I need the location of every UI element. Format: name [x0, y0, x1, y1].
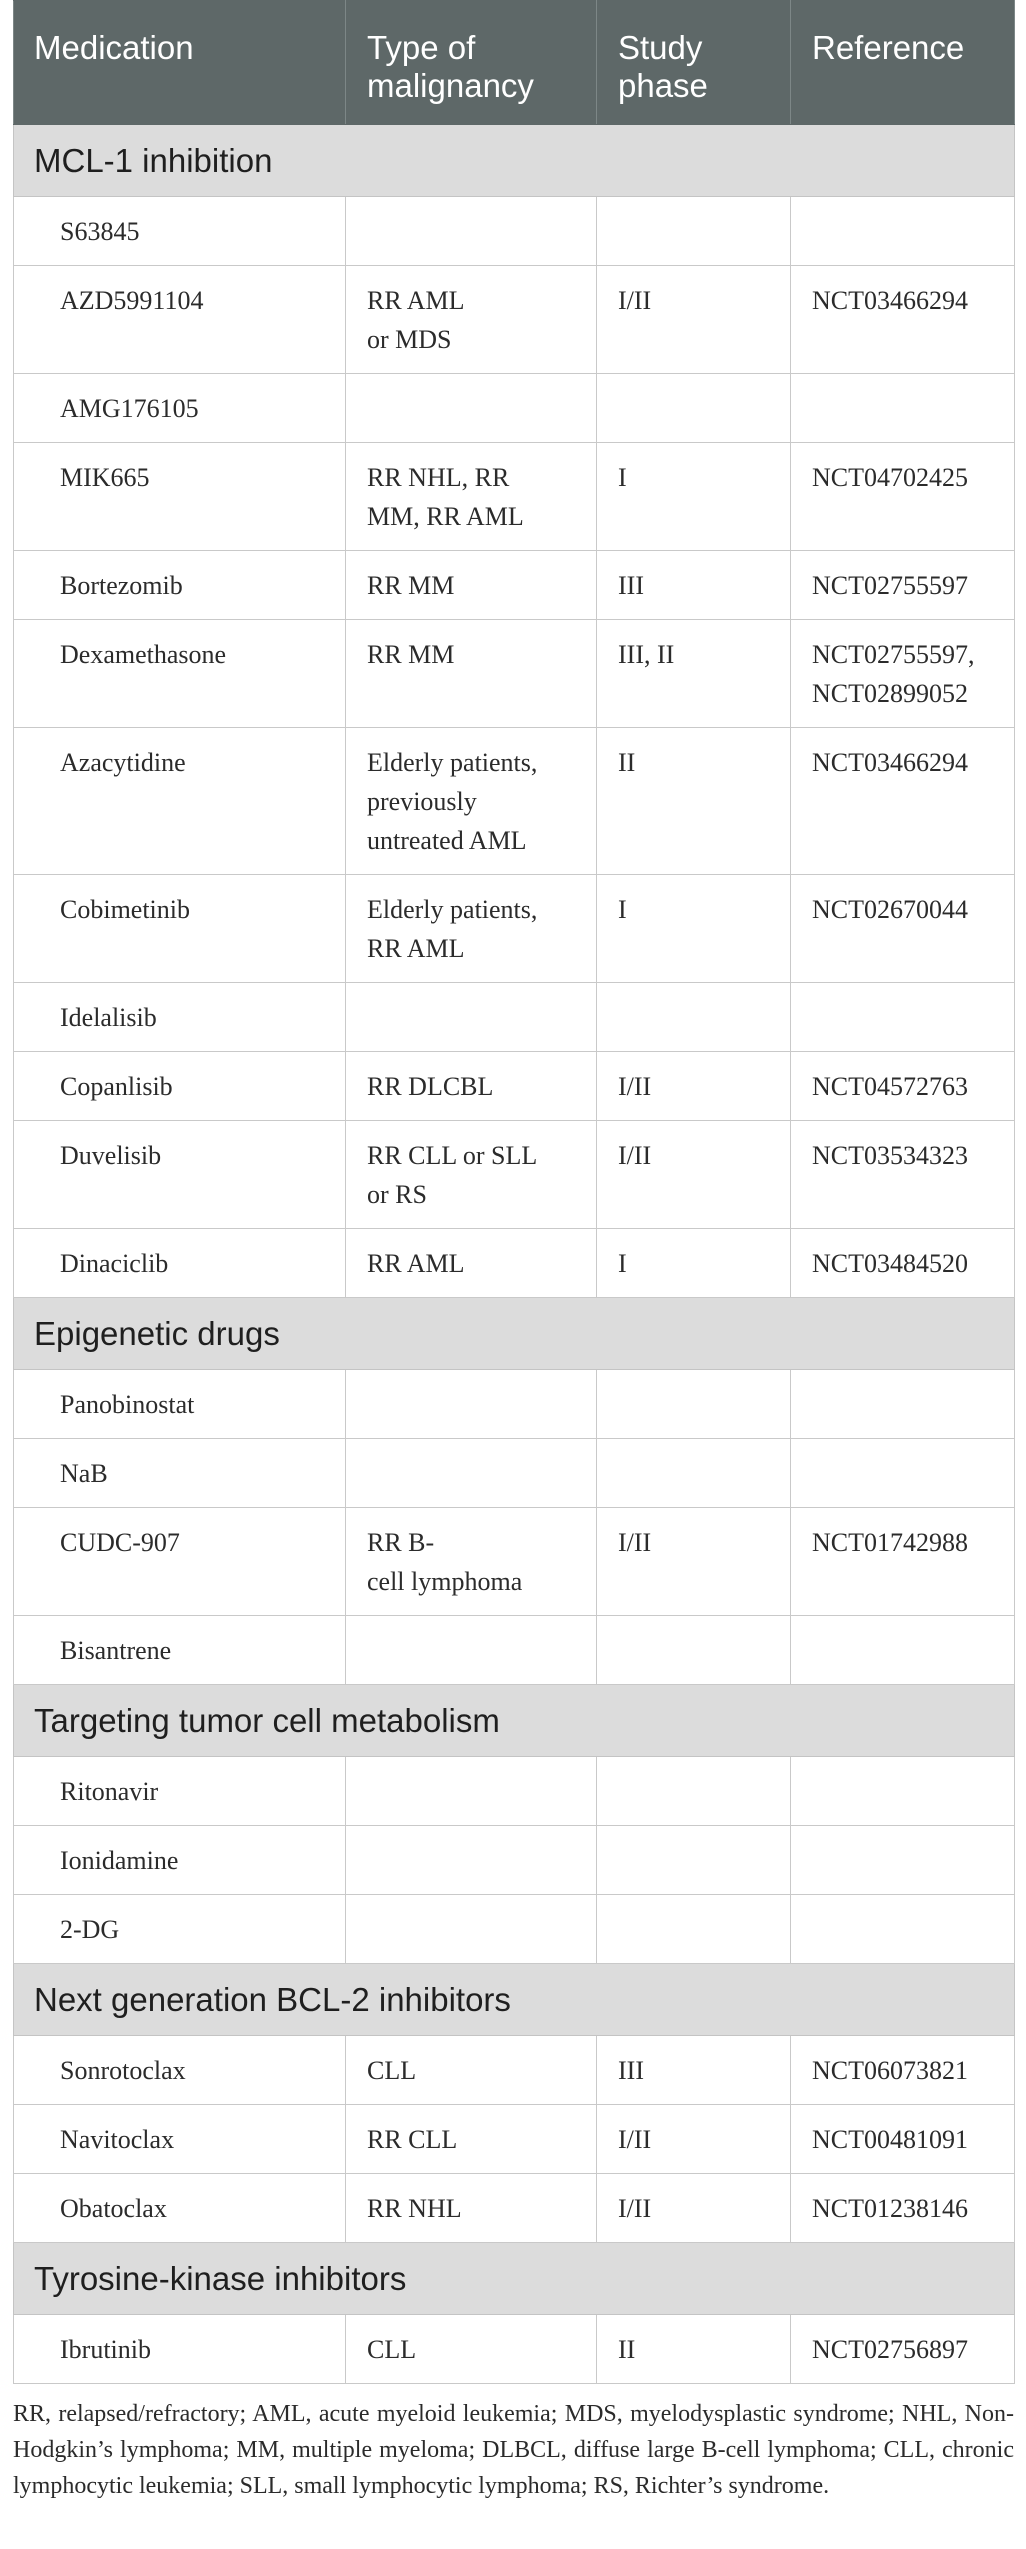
phase-cell: III, II [597, 620, 791, 728]
phase-cell: II [597, 2315, 791, 2384]
table-footnote: RR, relapsed/refractory; AML, acute myeloid leukemia; MDS, myelodysplastic syndrome; NHL, Non-Hodgkin’s lymphoma; MM, multiple myeloma; DLBCL, diffuse large B-cell lymphoma; CLL, chronic lymphocytic leukemia; SLL, small lymphocytic lymphoma; RS, Richter’s syndrome. [13, 2401, 1014, 2499]
table-row [14, 197, 1015, 266]
medication-cell: 2-DG [14, 1895, 346, 1964]
phase-cell: I/II [597, 266, 791, 374]
phase-cell: I/II [597, 1052, 791, 1121]
malignancy-cell: RR AML or MDS [346, 266, 597, 374]
phase-cell: I/II [597, 1121, 791, 1229]
table-container [13, 0, 1014, 2384]
table-row [14, 2315, 1015, 2384]
reference-cell [791, 1616, 1015, 1685]
column-header-malignancy: Type of malignancy [346, 1, 597, 125]
section-title: Epigenetic drugs [14, 1298, 1015, 1370]
table-row [14, 1439, 1015, 1508]
reference-cell: NCT03484520 [791, 1229, 1015, 1298]
reference-cell [791, 1895, 1015, 1964]
medication-table [13, 0, 1015, 2384]
section-row [14, 1964, 1015, 2036]
reference-cell: NCT02755597 [791, 551, 1015, 620]
medication-cell: Azacytidine [14, 728, 346, 875]
table-row [14, 266, 1015, 374]
section-title: Targeting tumor cell metabolism [14, 1685, 1015, 1757]
phase-cell [597, 983, 791, 1052]
table-row [14, 1616, 1015, 1685]
medication-cell: Duvelisib [14, 1121, 346, 1229]
malignancy-cell: RR NHL [346, 2174, 597, 2243]
reference-cell [791, 1439, 1015, 1508]
reference-cell: NCT02670044 [791, 875, 1015, 983]
medication-cell: AZD5991104 [14, 266, 346, 374]
medication-cell: Ritonavir [14, 1757, 346, 1826]
medication-cell: Panobinostat [14, 1370, 346, 1439]
malignancy-cell: CLL [346, 2315, 597, 2384]
phase-cell [597, 1616, 791, 1685]
table-row [14, 1229, 1015, 1298]
phase-cell: I/II [597, 2174, 791, 2243]
medication-cell: Ibrutinib [14, 2315, 346, 2384]
table-row [14, 1826, 1015, 1895]
column-header-reference: Reference [791, 1, 1015, 125]
reference-cell: NCT02756897 [791, 2315, 1015, 2384]
phase-cell: III [597, 2036, 791, 2105]
malignancy-cell [346, 1439, 597, 1508]
phase-cell [597, 1370, 791, 1439]
section-title: MCL-1 inhibition [14, 125, 1015, 197]
malignancy-cell: RR MM [346, 551, 597, 620]
table-row [14, 1895, 1015, 1964]
table-row [14, 1757, 1015, 1826]
malignancy-cell [346, 983, 597, 1052]
malignancy-cell: CLL [346, 2036, 597, 2105]
medication-cell: Copanlisib [14, 1052, 346, 1121]
table-row [14, 983, 1015, 1052]
phase-cell: I [597, 443, 791, 551]
section-title: Tyrosine-kinase inhibitors [14, 2243, 1015, 2315]
medication-cell: MIK665 [14, 443, 346, 551]
reference-cell: NCT03466294 [791, 728, 1015, 875]
reference-cell: NCT00481091 [791, 2105, 1015, 2174]
reference-cell [791, 983, 1015, 1052]
reference-cell: NCT01238146 [791, 2174, 1015, 2243]
medication-cell: Ionidamine [14, 1826, 346, 1895]
table-row [14, 1508, 1015, 1616]
reference-cell: NCT02755597, NCT02899052 [791, 620, 1015, 728]
malignancy-cell: Elderly patients, previously untreated AML [346, 728, 597, 875]
phase-cell [597, 1826, 791, 1895]
table-row [14, 2036, 1015, 2105]
malignancy-cell [346, 1826, 597, 1895]
section-row [14, 125, 1015, 197]
reference-cell: NCT03466294 [791, 266, 1015, 374]
phase-cell: I [597, 875, 791, 983]
table-row [14, 2105, 1015, 2174]
section-title: Next generation BCL-2 inhibitors [14, 1964, 1015, 2036]
malignancy-cell [346, 197, 597, 266]
medication-cell: S63845 [14, 197, 346, 266]
medication-cell: Sonrotoclax [14, 2036, 346, 2105]
reference-cell: NCT06073821 [791, 2036, 1015, 2105]
malignancy-cell: RR AML [346, 1229, 597, 1298]
medication-cell: Dinaciclib [14, 1229, 346, 1298]
phase-cell: I/II [597, 1508, 791, 1616]
malignancy-cell: RR CLL or SLL or RS [346, 1121, 597, 1229]
reference-cell: NCT04702425 [791, 443, 1015, 551]
malignancy-cell [346, 374, 597, 443]
malignancy-cell: RR B- cell lymphoma [346, 1508, 597, 1616]
phase-cell: III [597, 551, 791, 620]
reference-cell [791, 1370, 1015, 1439]
medication-cell: CUDC-907 [14, 1508, 346, 1616]
phase-cell [597, 1895, 791, 1964]
medication-cell: Bortezomib [14, 551, 346, 620]
table-row [14, 875, 1015, 983]
table-row [14, 1052, 1015, 1121]
phase-cell: I [597, 1229, 791, 1298]
reference-cell [791, 1826, 1015, 1895]
medication-cell: Idelalisib [14, 983, 346, 1052]
malignancy-cell [346, 1616, 597, 1685]
malignancy-cell: RR MM [346, 620, 597, 728]
table-row [14, 2174, 1015, 2243]
malignancy-cell: RR DLCBL [346, 1052, 597, 1121]
medication-cell: Bisantrene [14, 1616, 346, 1685]
phase-cell [597, 197, 791, 266]
section-row [14, 1685, 1015, 1757]
reference-cell [791, 197, 1015, 266]
table-row [14, 374, 1015, 443]
medication-cell: AMG176105 [14, 374, 346, 443]
medication-cell: Dexamethasone [14, 620, 346, 728]
medication-cell: NaB [14, 1439, 346, 1508]
malignancy-cell [346, 1757, 597, 1826]
table-row [14, 728, 1015, 875]
table-row [14, 443, 1015, 551]
reference-cell [791, 1757, 1015, 1826]
medication-cell: Navitoclax [14, 2105, 346, 2174]
reference-cell: NCT01742988 [791, 1508, 1015, 1616]
column-header-phase: Study phase [597, 1, 791, 125]
phase-cell [597, 1439, 791, 1508]
malignancy-cell: Elderly patients, RR AML [346, 875, 597, 983]
reference-cell: NCT03534323 [791, 1121, 1015, 1229]
reference-cell: NCT04572763 [791, 1052, 1015, 1121]
section-row [14, 1298, 1015, 1370]
column-header-medication: Medication [14, 1, 346, 125]
malignancy-cell: RR CLL [346, 2105, 597, 2174]
table-row [14, 620, 1015, 728]
phase-cell: I/II [597, 2105, 791, 2174]
reference-cell [791, 374, 1015, 443]
table-row [14, 1121, 1015, 1229]
medication-cell: Cobimetinib [14, 875, 346, 983]
phase-cell [597, 1757, 791, 1826]
header-row [14, 1, 1015, 125]
phase-cell [597, 374, 791, 443]
table-row [14, 551, 1015, 620]
malignancy-cell [346, 1895, 597, 1964]
table-row [14, 1370, 1015, 1439]
phase-cell: II [597, 728, 791, 875]
section-row [14, 2243, 1015, 2315]
malignancy-cell [346, 1370, 597, 1439]
malignancy-cell: RR NHL, RR MM, RR AML [346, 443, 597, 551]
medication-cell: Obatoclax [14, 2174, 346, 2243]
